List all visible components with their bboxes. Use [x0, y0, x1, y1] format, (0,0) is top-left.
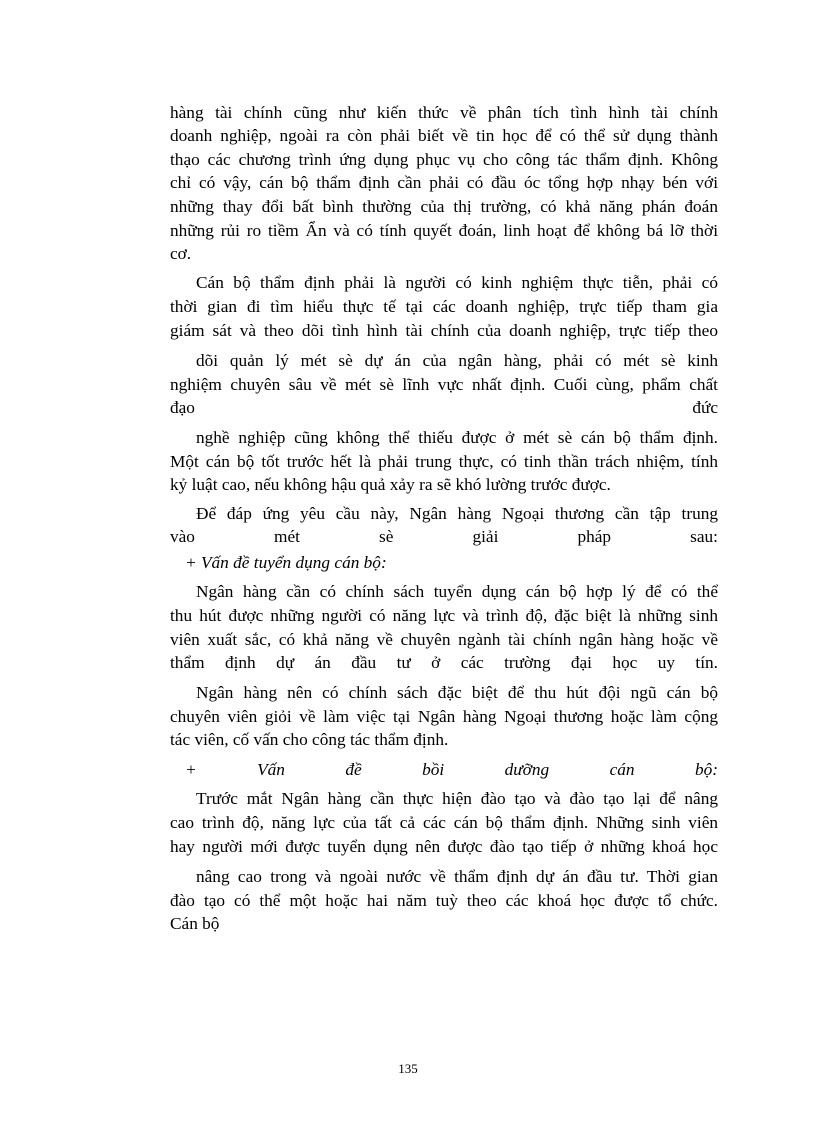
text-line: giám sát và theo dõi tình hình tài chính của doanh nghiệp, trực tiếp theo [170, 321, 718, 340]
text-line: thu hút được những người có năng lực và trình độ, đặc biệt là những sinh [170, 606, 718, 625]
text-line: thời gian đi tìm hiểu thực tế tại các doanh nghiệp, trực tiếp tham gia [170, 297, 718, 316]
text-line: viên xuất sắc, có khả năng về chuyên ngành tài chính ngân hàng hoặc về [170, 630, 718, 649]
text-line: Trước mắt Ngân hàng cần thực hiện đào tạo và đào tạo lại để nâng [196, 789, 718, 808]
text-line: tác viên, cố vấn cho công tác thẩm định. [170, 730, 449, 749]
text-line: chuyên viên giỏi về làm việc tại Ngân hàng Ngoại thương hoặc làm cộng [170, 707, 718, 726]
section-heading-training: + Vấn đề bồi dưỡng cán bộ: [185, 760, 718, 779]
text-line: thẩm định dự án đầu tư ở các trường đại học uy tín. [170, 653, 718, 672]
text-line: cao trình độ, năng lực của tất cả các cán bộ thẩm định. Những sinh viên [170, 813, 718, 832]
text-line: Để đáp ứng yêu cầu này, Ngân hàng Ngoại thương cần tập trung [196, 504, 718, 523]
text-line: vào mét sè giải pháp sau: [170, 527, 718, 546]
text-line: cơ. [170, 244, 192, 263]
text-line: Cán bộ [170, 914, 220, 933]
text-line: Ngân hàng nên có chính sách đặc biệt để thu hút đội ngũ cán bộ [196, 683, 718, 702]
text-line: kỷ luật cao, nếu không hậu quả xảy ra sẽ khó lường trước được. [170, 475, 611, 494]
text-line: Cán bộ thẩm định phải là người có kinh nghiệm thực tiễn, phải có [196, 273, 718, 292]
text-line: những thay đổi bất bình thường của thị trường, có khả năng phán đoán [170, 197, 718, 216]
text-line: nghề nghiệp cũng không thể thiếu được ở mét sè cán bộ thẩm định. [196, 428, 718, 447]
section-heading-recruitment: + Vấn đề tuyển dụng cán bộ: [185, 553, 387, 572]
text-line: nghiệm chuyên sâu về mét sè lĩnh vực nhất định. Cuối cùng, phẩm chất [170, 375, 718, 394]
text-line: hay người mới được tuyển dụng nên được đào tạo tiếp ở những khoá học [170, 837, 718, 856]
text-line: đạo đức [170, 398, 718, 417]
page-number: 135 [398, 1061, 418, 1076]
text-line: Ngân hàng cần có chính sách tuyển dụng cán bộ hợp lý để có thể [196, 582, 718, 601]
text-line: hàng tài chính cũng như kiến thức về phân tích tình hình tài chính [170, 103, 718, 122]
text-line: đào tạo có thể một hoặc hai năm tuỳ theo các khoá học được tổ chức. [170, 891, 718, 910]
text-line: Một cán bộ tốt trước hết là phải trung thực, có tinh thần trách nhiệm, tính [170, 452, 718, 471]
text-line: nâng cao trong và ngoài nước về thẩm định dự án đầu tư. Thời gian [196, 867, 718, 886]
text-line: những rủi ro tiềm Ẩn và có tính quyết đoán, linh hoạt để không bá lỡ thời [170, 221, 718, 240]
text-line: doanh nghiệp, ngoài ra còn phải biết về tin học để có thể sử dụng thành [170, 126, 718, 145]
text-line: thạo các chương trình ứng dụng phục vụ cho công tác thẩm định. Không [170, 150, 718, 169]
text-line: chỉ có vậy, cán bộ thẩm định cần phải có đầu óc tổng hợp nhạy bén với [170, 173, 718, 192]
text-line: dõi quản lý mét sè dự án của ngân hàng, phải có mét sè kinh [196, 351, 718, 370]
